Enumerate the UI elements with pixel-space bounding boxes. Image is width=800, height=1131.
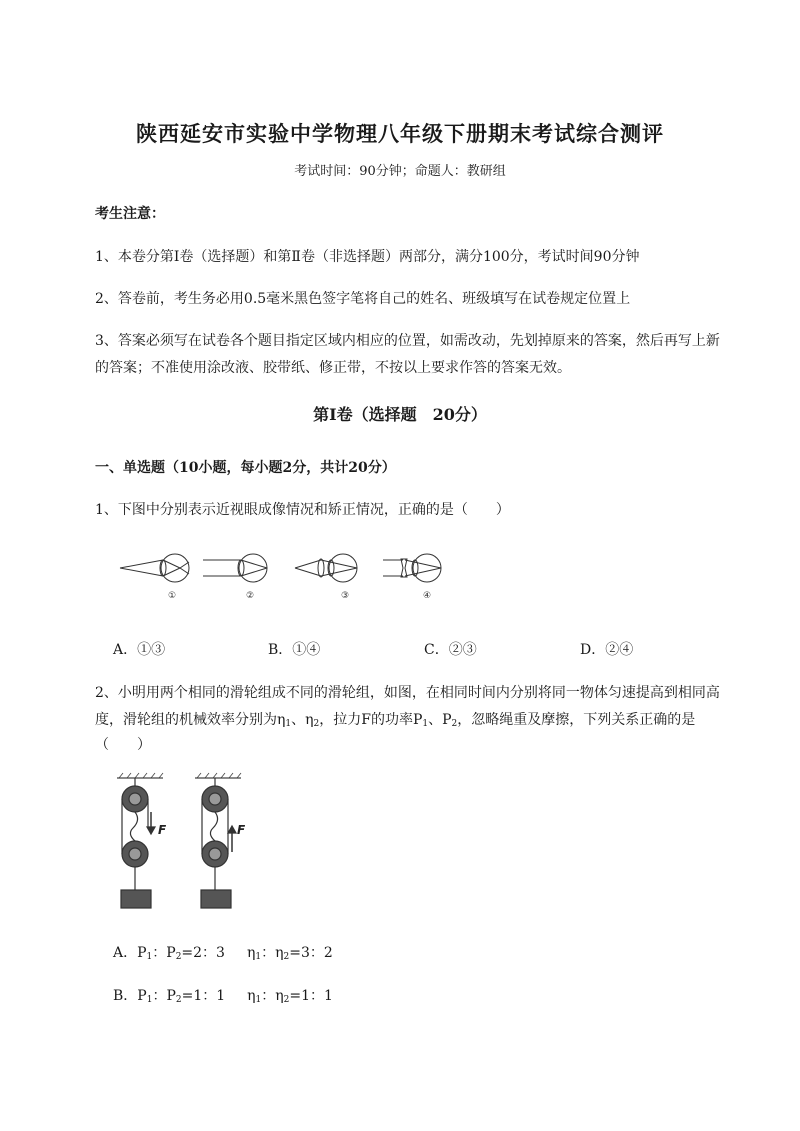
figure-label-2: ②	[245, 591, 255, 601]
notice-item-3-cont: 的答案；不准使用涂改液、胶带纸、修正带，不按以上要求作答的答案无效。	[95, 360, 571, 376]
question-2-stem-line-3: （ ）	[95, 737, 151, 753]
notice-item-3: 3、答案必须写在试卷各个题目指定区域内相应的位置，如需改动，先划掉原来的答案，然后再写上新	[95, 333, 720, 349]
notice-item-2: 2、答卷前，考生务必用0.5毫米黑色签字笔将自己的姓名、班级填写在试卷规定位置上	[95, 291, 631, 307]
q1-option-c[interactable]: C．②③	[424, 642, 477, 658]
force-label-left: F	[158, 823, 167, 837]
q1-option-d[interactable]: D．②④	[580, 642, 634, 658]
eye-diagram-2	[203, 554, 267, 582]
eye-diagram-3	[295, 554, 357, 582]
eye-diagram-4	[383, 554, 441, 582]
notice-heading: 考生注意：	[95, 206, 165, 222]
notice-item-1: 1、本卷分第I卷（选择题）和第Ⅱ卷（非选择题）两部分，满分100分，考试时间90分钟	[95, 249, 640, 265]
question-1-stem: 1、下图中分别表示近视眼成像情况和矫正情况，正确的是（ ）	[95, 502, 510, 518]
page-title: 陕西延安市实验中学物理八年级下册期末考试综合测评	[136, 121, 664, 146]
pulley-system-left	[121, 778, 155, 908]
pulley-systems-figure	[115, 772, 255, 914]
figure-label-3: ③	[340, 591, 350, 601]
part-heading: 一、单选题（10小题，每小题2分，共计20分）	[95, 460, 396, 476]
figure-label-4: ④	[422, 591, 432, 601]
question-2-stem-line-1: 2、小明用两个相同的滑轮组成不同的滑轮组，如图，在相同时间内分别将同一物体匀速提高到相同高	[95, 685, 720, 701]
eye-diagram-1	[120, 554, 189, 582]
q2-option-b[interactable]: B．$P_1$：$P_2=1$：1 $\eta_1$：$\eta_2=1$：1	[113, 988, 333, 1005]
question-2-stem-line-2: 度，滑轮组的机械效率分别为$\eta_1$、$\eta_2$，拉力F的功率$P_1$、$P_2$，忽略绳重及摩擦，下列关系正确的是	[95, 712, 696, 729]
section-title: 第I卷（选择题 20分）	[313, 405, 487, 424]
figure-label-1: ①	[167, 591, 177, 601]
q1-option-b[interactable]: B．①④	[268, 642, 321, 658]
q1-option-a[interactable]: A．①③	[113, 642, 166, 658]
force-label-right: F	[237, 823, 246, 837]
q2-option-a[interactable]: A．$P_1$：$P_2=2$：3 $\eta_1$：$\eta_2=3$：2	[113, 945, 333, 962]
eye-diagrams-figure	[115, 548, 445, 608]
exam-info: 考试时间：90分钟；命题人：教研组	[294, 164, 506, 179]
pulley-system-right	[201, 778, 236, 908]
